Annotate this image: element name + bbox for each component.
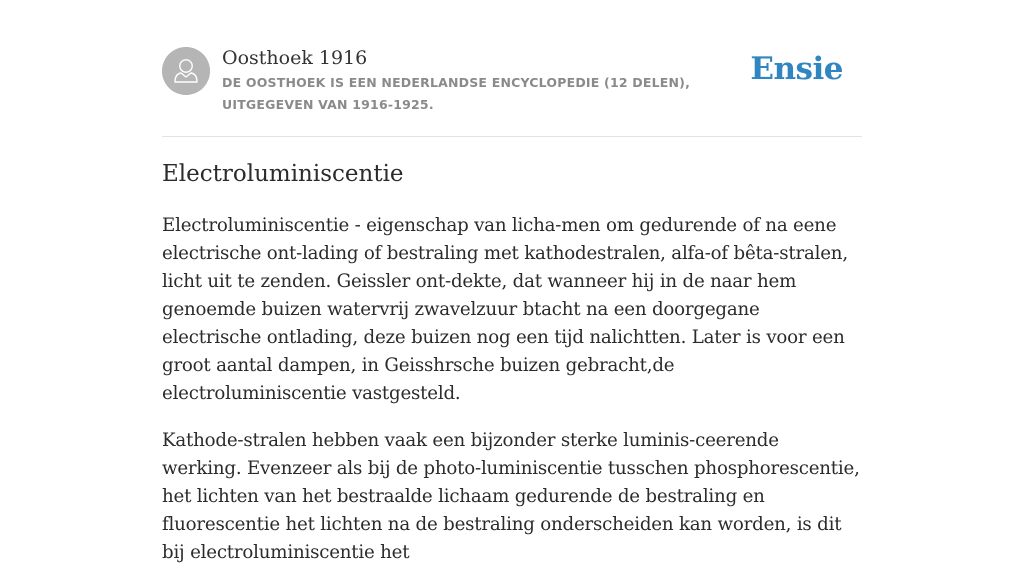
brand-logo[interactable]: Ensie [750, 51, 843, 87]
page-content [162, 0, 862, 563]
article-title: Electroluminiscentie [162, 161, 404, 187]
source-header [162, 0, 862, 137]
source-name[interactable]: Oosthoek 1916 [222, 47, 368, 69]
article-paragraph: Electroluminiscentie - eigenschap van licha-men om gedurende of na eene electrische ont-lading of bestraling met kathodestralen, alfa-of bêta-stralen, licht uit te zenden. Geissler ont-dekte, dat wanneer hij in de naar hem genoemde buizen watervrij zwavelzuur btacht na een doorgegane electrische ontlading, deze buizen nog een tijd nalichtten. Later is voor een groot aantal dampen, in Geisshrsche buizen gebracht,de electroluminiscentie vastgesteld. [162, 215, 848, 404]
article-body [162, 212, 862, 586]
article-paragraph: Kathode-stralen hebben vaak een bijzonder sterke luminis-ceerende werking. Evenzeer als bij de photo-luminiscentie tusschen phosphorescentie, het lichten van het bestraalde lichaam gedurende de bestraling en fluorescentie het lichten na de bestraling onderscheiden kan worden, is dit bij electroluminiscentie het [162, 430, 860, 563]
avatar [162, 47, 210, 95]
source-description: DE OOSTHOEK IS EEN NEDERLANDSE ENCYCLOPEDIE (12 DELEN), UITGEGEVEN VAN 1916-1925. [222, 75, 691, 112]
user-icon [162, 47, 210, 95]
